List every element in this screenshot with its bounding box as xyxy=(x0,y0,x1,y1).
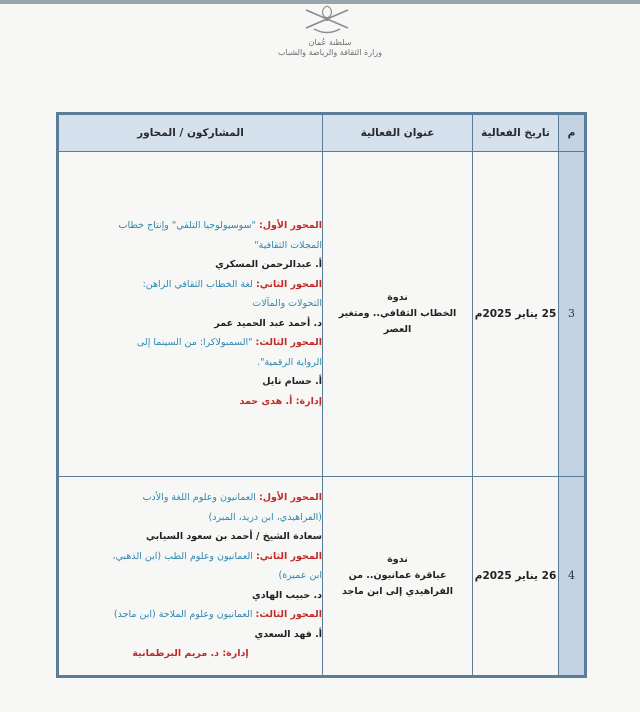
events-table xyxy=(56,112,587,678)
axis-line xyxy=(59,275,322,295)
header-title: عنوان الفعالية xyxy=(323,114,473,152)
axis-topic: ابن عميرة) xyxy=(278,570,322,582)
participants-cell xyxy=(58,152,323,477)
header-date: تاريخ الفعالية xyxy=(473,114,559,152)
axis-topic: التحولات والمآلات xyxy=(252,298,322,310)
axis-topic: "سوسيولوجيا التلقي" وإنتاج خطاب xyxy=(118,220,259,232)
axis-topic: لغة الخطاب الثقافي الراهن: xyxy=(142,278,256,290)
speaker-name: أ. عبدالرحمن المسكري xyxy=(215,259,322,271)
axis-line xyxy=(59,216,322,236)
axis-topic: "السمبولاكرا: من السينما إلى xyxy=(136,337,256,349)
row-number: 4 xyxy=(559,476,586,676)
moderator-name: إدارة: أ. هدى حمد xyxy=(239,395,322,407)
axis-topic: الرواية الرقمية". xyxy=(257,356,322,368)
speaker-name: د. حبيب الهادي xyxy=(251,589,322,601)
axis-line xyxy=(59,605,322,625)
participants-cell xyxy=(58,476,323,676)
axis-topic: العمانيون وعلوم اللغة والأدب xyxy=(142,492,259,504)
axis-label: المحور الثاني: xyxy=(255,550,322,562)
row-number: 3 xyxy=(559,152,586,477)
axis-label: المحور الثاني: xyxy=(255,278,322,290)
event-type: ندوة xyxy=(387,291,408,303)
axis-topic: العمانيون وعلوم الملاحة (ابن ماجد) xyxy=(113,609,256,621)
axis-line xyxy=(59,547,322,567)
event-title-line: العصر xyxy=(383,323,412,335)
speaker-name: أ. حسام نايل xyxy=(262,376,322,388)
ministry-name xyxy=(240,38,420,58)
event-title-line: الفراهيدي إلى ابن ماجد xyxy=(342,585,453,597)
event-title-line: عباقرة عمانيون.. من xyxy=(348,569,447,581)
axis-label: المحور الثالث: xyxy=(255,337,322,349)
event-title-line: الخطاب الثقافي.. ومتغير xyxy=(338,307,457,319)
axis-line xyxy=(59,333,322,353)
header-row xyxy=(58,114,586,152)
axis-topic: العمانيون وعلوم الطب (ابن الذهبي، xyxy=(112,550,256,562)
table-row xyxy=(58,152,586,477)
axis-topic: (الفراهيدي، ابن دريد، المبرد) xyxy=(208,511,322,523)
header-num: م xyxy=(559,114,586,152)
event-title xyxy=(323,152,473,477)
speaker-name: د. أحمد عبد الحميد عمر xyxy=(214,317,322,329)
axis-label: المحور الأول: xyxy=(258,492,322,504)
event-date: 26 يناير 2025م xyxy=(473,476,559,676)
ministry-line-1: سلطنة عُمان xyxy=(308,38,352,47)
event-type: ندوة xyxy=(387,553,408,565)
event-title xyxy=(323,476,473,676)
speaker-name: أ. فهد السعدي xyxy=(254,628,322,640)
speaker-name: سعادة الشيخ / أحمد بن سعود السيابي xyxy=(145,531,322,543)
ministry-line-2: وزارة الثقافة والرياضة والشباب xyxy=(277,48,383,57)
header-participants: المشاركون / المحاور xyxy=(58,114,323,152)
axis-topic: المجلات الثقافية" xyxy=(254,239,322,251)
axis-label: المحور الثالث: xyxy=(255,609,322,621)
moderator-name: إدارة: د. مريم البرطمانية xyxy=(132,648,249,660)
table-row xyxy=(58,476,586,676)
oman-emblem-icon xyxy=(292,2,362,36)
event-date: 25 يناير 2025م xyxy=(473,152,559,477)
axis-line xyxy=(59,488,322,508)
axis-label: المحور الأول: xyxy=(258,220,322,232)
